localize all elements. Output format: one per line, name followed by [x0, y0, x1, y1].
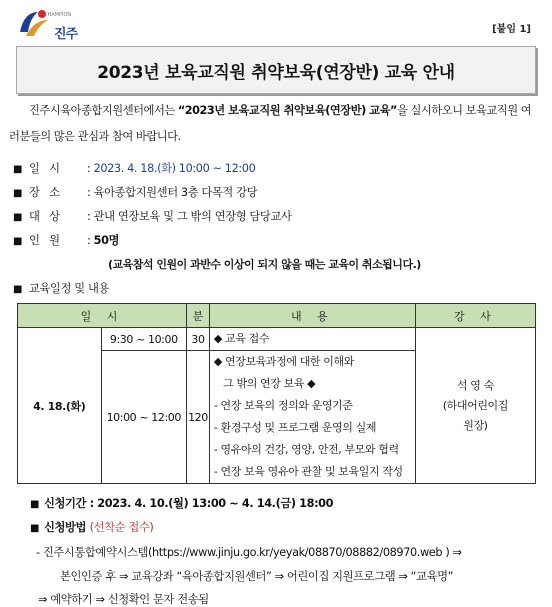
info-label: 장 소	[29, 186, 60, 199]
square-bullet-icon: ■	[13, 164, 23, 175]
square-bullet-icon: ■	[13, 284, 23, 295]
header-datetime: 일 시	[18, 304, 187, 328]
schedule-date: 4. 18.(화)	[18, 328, 102, 484]
apply-period: ■ 신청기간 : 2023. 4. 10.(월) 13:00 ~ 4. 14.(금) 18:00	[30, 497, 334, 510]
intro-paragraph	[9, 98, 539, 150]
schedule-heading: ■ 교육일정 및 내용	[13, 282, 109, 295]
schedule-minutes: 120	[187, 351, 210, 484]
method-line-1: - 진주시통합예약시스템(https://www.jinju.go.kr/yeyak/08870/08882/08970.web ) ⇒	[36, 546, 462, 559]
info-row-date: ■ 일 시 : 2023. 4. 18.(화) 10:00 ~ 12:00	[13, 162, 256, 175]
schedule-header-row	[18, 304, 536, 328]
info-label: 대 상	[29, 210, 60, 223]
header-teacher: 강 사	[415, 304, 535, 328]
page-title-text: 2023년 보육교직원 취약보육(연장반) 교육 안내	[97, 62, 455, 83]
header-minutes: 분	[187, 304, 210, 328]
square-bullet-icon: ■	[13, 188, 23, 199]
method-line-2: 본인인증 후 ⇒ 교육강좌 “육아종합지원센터” ⇒ 어린이집 지원프로그램 ⇒ “교육명”	[60, 570, 454, 583]
info-value: 2023. 4. 18.(화) 10:00 ~ 12:00	[93, 162, 256, 175]
schedule-content: ◆ 연장보육과정에 대한 이해와 그 밖의 연장 보육 ◆ - 연장 보육의 정의와 운영기준 - 환경구성 및 프로그램 운영의 실제 - 영유아의 건강, 영양, 안전, 부모와 협력 - 연장 보육 영유아 관찰 및 보육일지 작성	[209, 351, 415, 484]
square-bullet-icon: ■	[30, 523, 40, 534]
schedule-content: ◆ 교육 접수	[209, 328, 415, 351]
page-title	[16, 46, 536, 94]
intro-post: 을 실시하오니 보육교직원 여러분들의 많은 관심과 참여 바랍니다.	[9, 104, 532, 143]
intro-strong: “2023년 보육교직원 취약보육(연장반) 교육”	[177, 104, 397, 117]
info-label: 일 시	[29, 162, 60, 175]
intro-pre: 진주시육아종합지원센터에서는	[29, 104, 178, 117]
info-row-target: ■ 대 상 : 관내 연장보육 및 그 밖의 연장형 담당교사	[13, 210, 292, 223]
logo-tagline: CHAMPION	[44, 12, 72, 18]
info-label: 인 원	[29, 234, 60, 247]
schedule-table	[17, 303, 536, 484]
cancellation-notice: (교육참석 인원이 과반수 이상이 되지 않을 때는 교육이 취소됩니다.)	[108, 258, 421, 271]
info-value: 50명	[93, 234, 120, 247]
schedule-teacher: 석 영 숙 (하대어린이집 원장)	[415, 328, 535, 484]
table-row	[18, 328, 536, 351]
info-row-count: ■ 인 원 : 50명	[13, 234, 120, 247]
header-content: 내 용	[209, 304, 415, 328]
info-value: 관내 연장보육 및 그 밖의 연장형 담당교사	[93, 210, 292, 223]
apply-method: ■ 신청방법 (선착순 접수)	[30, 521, 154, 534]
info-row-place: ■ 장 소 : 육아종합지원센터 3층 다목적 강당	[13, 186, 258, 199]
method-line-3: ⇒ 예약하기 ⇒ 신청확인 문자 전송됨	[38, 593, 209, 606]
logo-name: 진주	[54, 27, 78, 42]
attachment-label: [붙임 1]	[492, 24, 531, 35]
square-bullet-icon: ■	[30, 499, 40, 510]
jinju-logo	[14, 6, 84, 42]
schedule-time: 9:30 ~ 10:00	[101, 328, 187, 351]
schedule-time: 10:00 ~ 12:00	[101, 351, 187, 484]
info-value: 육아종합지원센터 3층 다목적 강당	[93, 186, 258, 199]
square-bullet-icon: ■	[13, 212, 23, 223]
square-bullet-icon: ■	[13, 236, 23, 247]
schedule-minutes: 30	[187, 328, 210, 351]
